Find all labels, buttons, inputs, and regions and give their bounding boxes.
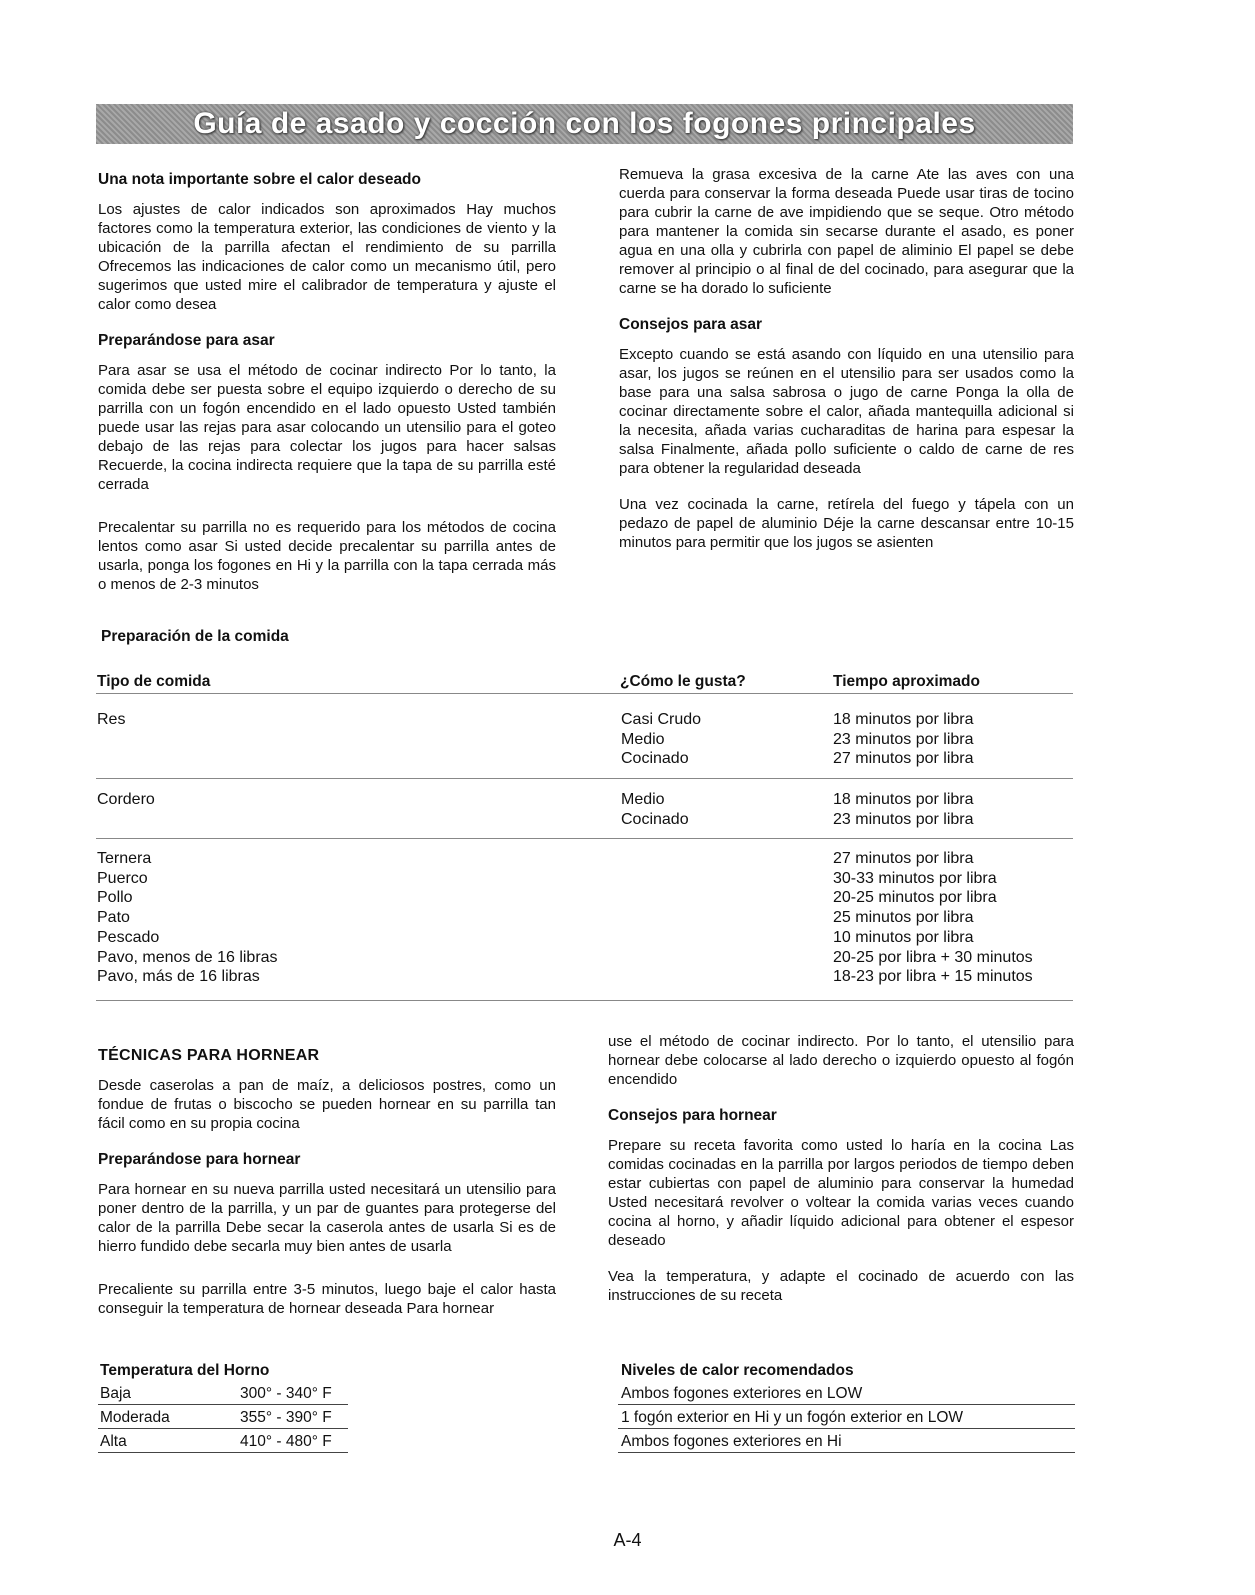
- doneness-cell: Cocinado: [621, 750, 689, 768]
- paragraph-roast-tips: Excepto cuando se está asando con líquido en una utensilio para asar, los jugos se reúnen en el utensilio para ser usados como la base para una salsa sabrosa o jugo de carne Ponga la olla de cocinar directamente sobre el calor, añada mantequilla adicional si la necesita, añada varias cucharaditas de harina para espesar la salsa Finalmente, añada pollo suficiente o caldo de carne de res para obtener la regularidad deseada: [619, 346, 1074, 477]
- paragraph-indirect: use el método de cocinar indirecto. Por lo tanto, el utensilio para hornear debe colocarse al lado derecho o izquierdo opuesto al fogón encendido: [608, 1033, 1074, 1088]
- food-type-cell: Pato: [97, 909, 130, 927]
- paragraph-temp-check: Vea la temperatura, y adapte el cocinado de acuerdo con las instrucciones de su receta: [608, 1268, 1074, 1304]
- col-header-doneness: ¿Cómo le gusta?: [620, 673, 746, 690]
- time-cell: 25 minutos por libra: [833, 909, 974, 927]
- table-rule: [96, 838, 1073, 839]
- time-cell: 23 minutos por libra: [833, 810, 974, 828]
- time-cell: 10 minutos por libra: [833, 928, 974, 946]
- paragraph-trim-fat: Remueva la grasa excesiva de la carne Ate las aves con una cuerda para conservar la forma deseada Puede usar tiras de tocino para cubrir la carne de ave impidiendo que se seque. Otro método para mantener la comida sin secarse durante el asado, es poner agua en una olla y cubrirla con papel de aliminio El papel se debe remover al principio o al final de del cocinado, para asegurar que la carne se ha dorado lo suficiente: [619, 166, 1074, 297]
- food-type-cell: Puerco: [97, 869, 148, 887]
- heading-food-prep: Preparación de la comida: [101, 628, 289, 645]
- doneness-cell: Casi Crudo: [621, 711, 702, 728]
- paragraph-preheat-bake: Precaliente su parrilla entre 3-5 minutos, luego baje el calor hasta conseguir la temperatura de hornear deseada Para hornear: [98, 1281, 556, 1317]
- oven-range-cell: 410° - 480° F: [240, 1433, 332, 1450]
- left-column: [98, 170, 556, 611]
- oven-table-rule: [618, 1452, 1075, 1453]
- time-cell-column: [833, 849, 1033, 987]
- oven-table-rule: [98, 1452, 348, 1453]
- table-rule: [96, 778, 1073, 779]
- paragraph-rest-meat: Una vez cocinada la carne, retírela del fuego y tápela con un pedazo de papel de aluminio Déje la carne descansar entre 10-15 minutos para permitir que los jugos se asienten: [619, 496, 1074, 551]
- time-cell-column: [833, 710, 974, 769]
- food-type-cell: Ternera: [97, 850, 152, 867]
- time-cell: 18-23 por libra + 15 minutos: [833, 968, 1033, 986]
- heading-baking: TÉCNICAS PARA HORNEAR: [98, 1047, 320, 1064]
- food-type-cell-column: [97, 849, 278, 987]
- doneness-cell-column: [621, 710, 701, 769]
- time-cell: 20-25 por libra + 30 minutos: [833, 948, 1033, 966]
- heading-roast-tips: Consejos para asar: [619, 316, 763, 333]
- food-type-cell-column: [97, 790, 155, 810]
- heading-prepare-bake: Preparándose para hornear: [98, 1151, 301, 1168]
- heading-bake-tips: Consejos para hornear: [608, 1107, 777, 1124]
- oven-table-rule: [618, 1404, 1075, 1405]
- oven-level-cell: Baja: [100, 1385, 132, 1402]
- oven-table-rule: [98, 1404, 348, 1405]
- oven-range-cell: 300° - 340° F: [240, 1385, 332, 1402]
- time-cell: 27 minutos por libra: [833, 750, 974, 768]
- paragraph-prepare-roast: Para asar se usa el método de cocinar indirecto Por lo tanto, la comida debe ser puesta sobre el equipo izquierdo o derecho de su parrilla con un fogón encendido en el lado opuesto Usted también puede usar las rejas para asar colocando un utensilio para el goteo debajo de las rejas para colectar los jugos para hacer salsas Recuerde, la cocina indirecta requiere que la tapa de su parrilla esté cerrada: [98, 362, 556, 493]
- right-column: [619, 165, 1074, 569]
- paragraph-baking-intro: Desde caserolas a pan de maíz, a deliciosos postres, como un fondue de frutas o biscocho se pueden hornear en su parrilla tan fácil como en su propia cocina: [98, 1077, 556, 1132]
- doneness-cell: Medio: [621, 730, 665, 748]
- col-header-time: Tiempo aproximado: [833, 673, 980, 690]
- time-cell: 20-25 minutos por libra: [833, 889, 997, 907]
- heat-level-cell: 1 fogón exterior en Hi y un fogón exterior en LOW: [621, 1409, 964, 1426]
- time-cell: 23 minutos por libra: [833, 730, 974, 748]
- time-cell: 27 minutos por libra: [833, 850, 974, 867]
- table-rule: [96, 693, 1073, 694]
- food-type-cell: Pollo: [97, 889, 133, 907]
- paragraph-preheat: Precalentar su parrilla no es requerido para los métodos de cocina lentos como asar Si usted decide precalentar su parrilla antes de usarla, ponga los fogones en Hi y la parrilla con la tapa cerrada más o menos de 2-3 minutos: [98, 519, 556, 593]
- col-header-food: Tipo de comida: [97, 673, 211, 690]
- oven-level-cell: Moderada: [100, 1409, 170, 1426]
- time-cell: 18 minutos por libra: [833, 791, 974, 808]
- time-cell: 30-33 minutos por libra: [833, 869, 997, 887]
- col-header-heat-levels: Niveles de calor recomendados: [621, 1362, 854, 1379]
- table-rule: [96, 1000, 1073, 1001]
- food-type-cell: Pavo, más de 16 libras: [97, 968, 260, 986]
- oven-table-rule: [98, 1428, 348, 1429]
- paragraph-prepare-bake: Para hornear en su nueva parrilla usted necesitará un utensilio para poner dentro de la parrilla, y un par de guantes para protegerse del calor de la parrilla Debe secar la caserola antes de usarla Si es de hierro fundido debe secarla muy bien antes de usarla: [98, 1181, 556, 1255]
- paragraph-bake-tips: Prepare su receta favorita como usted lo haría en la cocina Las comidas cocinadas en la parrilla por largos periodos de tiempo deben estar cubiertas con papel de aluminio para conservar la humedad Usted necesitará revolver o voltear la comida varias veces cuando cocina al horno, y añadir líquido adicional para obtener el espesor deseado: [608, 1137, 1074, 1249]
- food-type-cell: Pescado: [97, 928, 160, 946]
- time-cell: 18 minutos por libra: [833, 711, 974, 728]
- heading-prepare-roast: Preparándose para asar: [98, 332, 275, 349]
- page-banner: [96, 104, 1073, 144]
- oven-table-rule: [618, 1428, 1075, 1429]
- paragraph-heat-note: Los ajustes de calor indicados son aproximados Hay muchos factores como la temperatura exterior, las condiciones de viento y la ubicación de la parrilla afectan el rendimiento de su parrilla Ofrecemos las indicaciones de calor como un mecanismo útil, pero sugerimos que usted mire el calibrador de temperatura y ajuste el calor como desea: [98, 201, 556, 313]
- doneness-cell: Medio: [621, 791, 665, 808]
- doneness-cell-column: [621, 790, 689, 829]
- baking-right-column: [608, 1032, 1074, 1322]
- oven-range-cell: 355° - 390° F: [240, 1409, 332, 1426]
- heat-level-cell: Ambos fogones exteriores en Hi: [621, 1433, 842, 1450]
- page-number: A-4: [613, 1530, 642, 1550]
- col-header-oven-temp: Temperatura del Horno: [100, 1362, 270, 1379]
- food-type-cell-column: [97, 710, 125, 730]
- doneness-cell: Cocinado: [621, 810, 689, 828]
- banner-title: Guía de asado y cocción con los fogones principales: [193, 107, 976, 140]
- oven-level-cell: Alta: [100, 1433, 127, 1450]
- food-type-cell: Cordero: [97, 791, 155, 808]
- heading-heat-note: Una nota importante sobre el calor deseado: [98, 171, 421, 188]
- food-type-cell: Res: [97, 711, 126, 728]
- time-cell-column: [833, 790, 974, 829]
- heat-level-cell: Ambos fogones exteriores en LOW: [621, 1385, 863, 1402]
- baking-left-column: [98, 1046, 556, 1335]
- food-type-cell: Pavo, menos de 16 libras: [97, 948, 278, 966]
